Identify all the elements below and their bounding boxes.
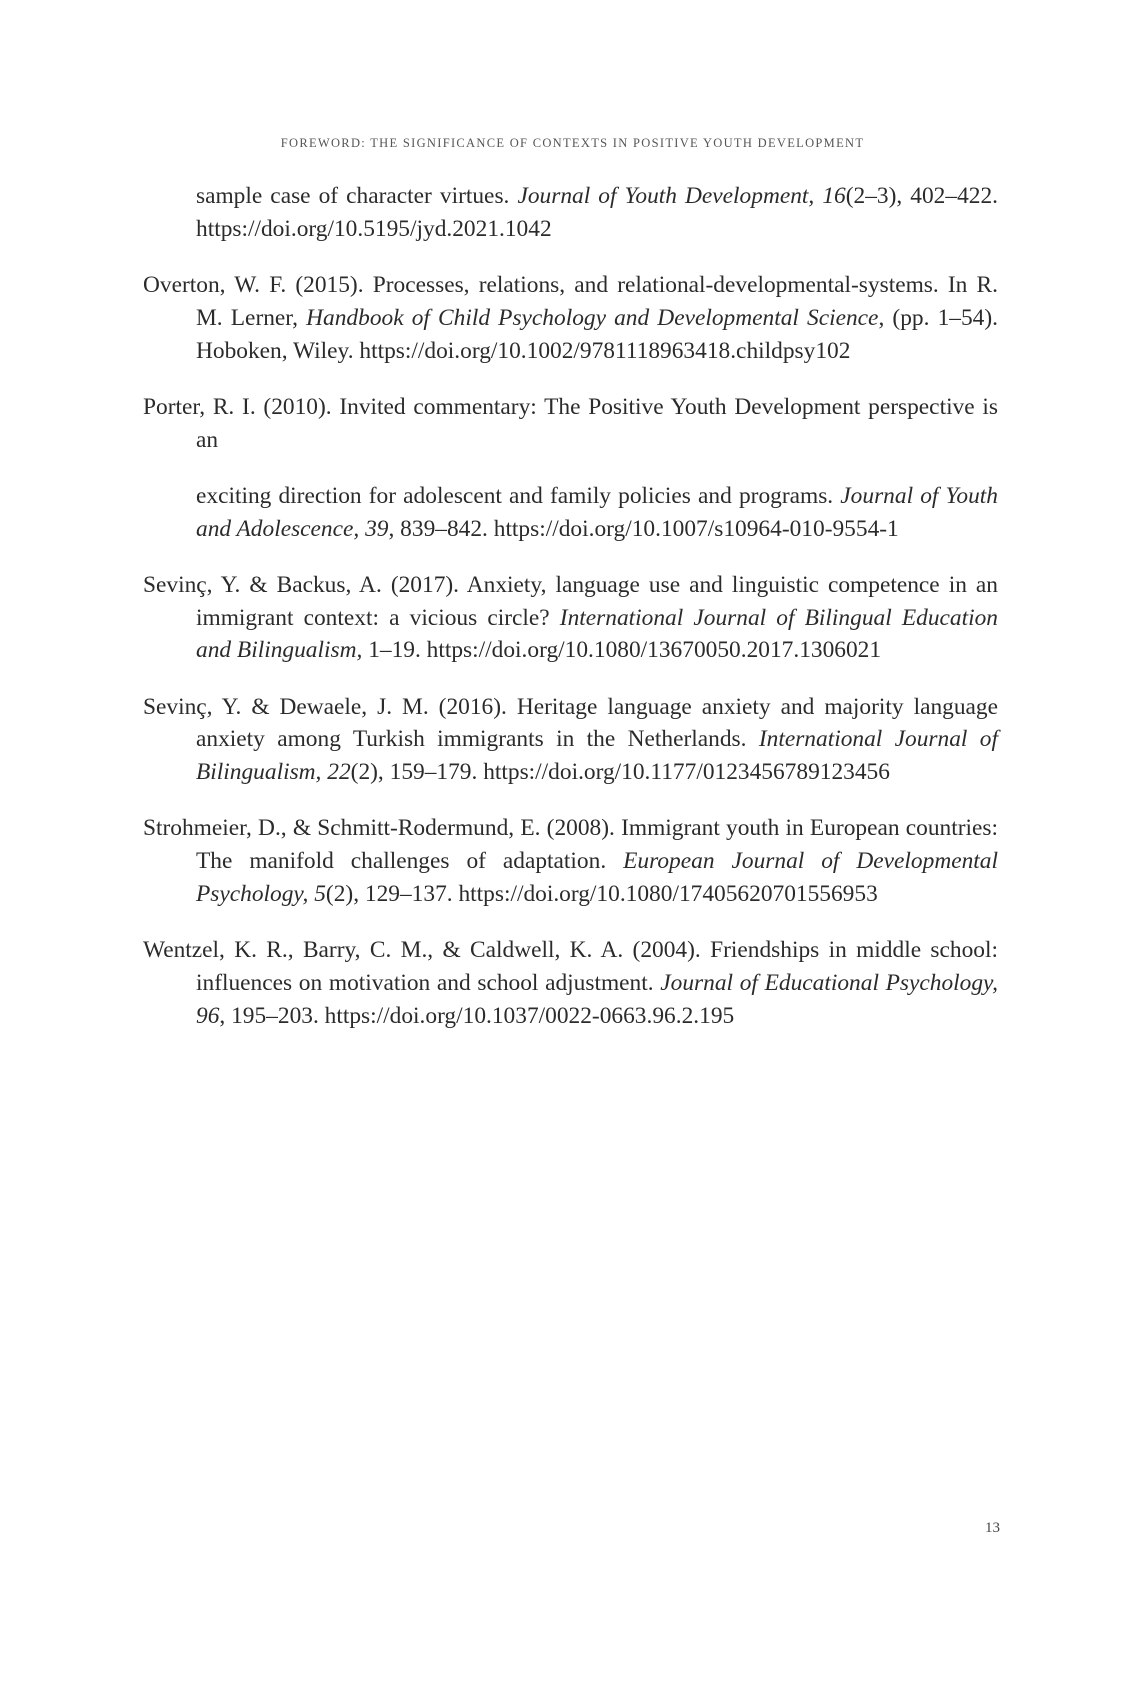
reference-text: Wentzel, K. R., Barry, C. M., & Caldwell, K. A. (2004). Friendships in middle school: influences on motivation and school adjustment. xyxy=(143,937,998,996)
reference-journal: International Journal of Bilingualism, 22 xyxy=(196,726,998,786)
reference-details: (2), 129–137. https://doi.org/10.1080/17405620701556953 xyxy=(325,880,878,907)
reference-details: (2), 159–179. https://doi.org/10.1177/0123456789123456 xyxy=(350,759,890,786)
running-head: FOREWORD: THE SIGNIFICANCE OF CONTEXTS IN POSITIVE YOUTH DEVELOPMENT xyxy=(280,136,865,150)
reference-text: Overton, W. F. (2015). Processes, relations, and relational-developmental-systems. In R. M. Lerner, xyxy=(143,271,998,331)
reference-entry-porter xyxy=(143,391,998,457)
reference-text: sample case of character virtues. xyxy=(196,183,518,209)
reference-book-title: Handbook of Child Psychology and Developmental Science xyxy=(306,304,879,331)
reference-journal: Journal of Youth Development, 16 xyxy=(517,183,846,209)
reference-entry-porter-continued xyxy=(143,480,998,546)
reference-journal: European Journal of Developmental Psychology, 5 xyxy=(196,848,998,907)
reference-details: , 839–842. https://doi.org/10.1007/s10964-010-9554-1 xyxy=(388,515,899,542)
reference-details: (2–3), 402–422. https://doi.org/10.5195/jyd.2021.1042 xyxy=(196,183,998,242)
reference-journal: Journal of Youth and Adolescence, 39 xyxy=(196,482,998,542)
reference-text: Sevinç, Y. & Backus, A. (2017). Anxiety, language use and linguistic competence in an immigrant context: a vicious circle? xyxy=(143,571,998,631)
reference-details: 1–19. https://doi.org/10.1080/13670050.2017.1306021 xyxy=(362,637,882,664)
reference-text: Sevinç, Y. & Dewaele, J. M. (2016). Heritage language anxiety and majority language anxiety among Turkish immigrants in the Netherlands. xyxy=(143,693,998,753)
reference-text: Strohmeier, D., & Schmitt-Rodermund, E. (2008). Immigrant youth in European countries: The manifold challenges of adaptation. xyxy=(143,815,998,875)
reference-list xyxy=(143,180,998,1038)
page-number: 13 xyxy=(985,1520,1000,1536)
reference-entry-sevinc-backus xyxy=(143,569,998,667)
reference-text: exciting direction for adolescent and family policies and programs. xyxy=(196,482,841,509)
reference-entry-sevinc-dewaele xyxy=(143,691,998,789)
reference-details: , (pp. 1–54). Hoboken, Wiley. https://doi.org/10.1002/9781118963418.childpsy102 xyxy=(196,304,999,364)
reference-entry-strohmeier xyxy=(143,812,998,910)
reference-journal: Journal of Educational Psychology, 96 xyxy=(196,969,998,1029)
reference-entry-wentzel xyxy=(143,934,998,1032)
reference-entry-overton xyxy=(143,269,998,367)
reference-entry-continuation xyxy=(143,180,998,246)
reference-details: , 195–203. https://doi.org/10.1037/0022-0663.96.2.195 xyxy=(219,1002,735,1029)
reference-journal: International Journal of Bilingual Education and Bilingualism, xyxy=(196,604,998,664)
reference-text: Porter, R. I. (2010). Invited commentary: The Positive Youth Development perspective is an xyxy=(143,393,998,453)
